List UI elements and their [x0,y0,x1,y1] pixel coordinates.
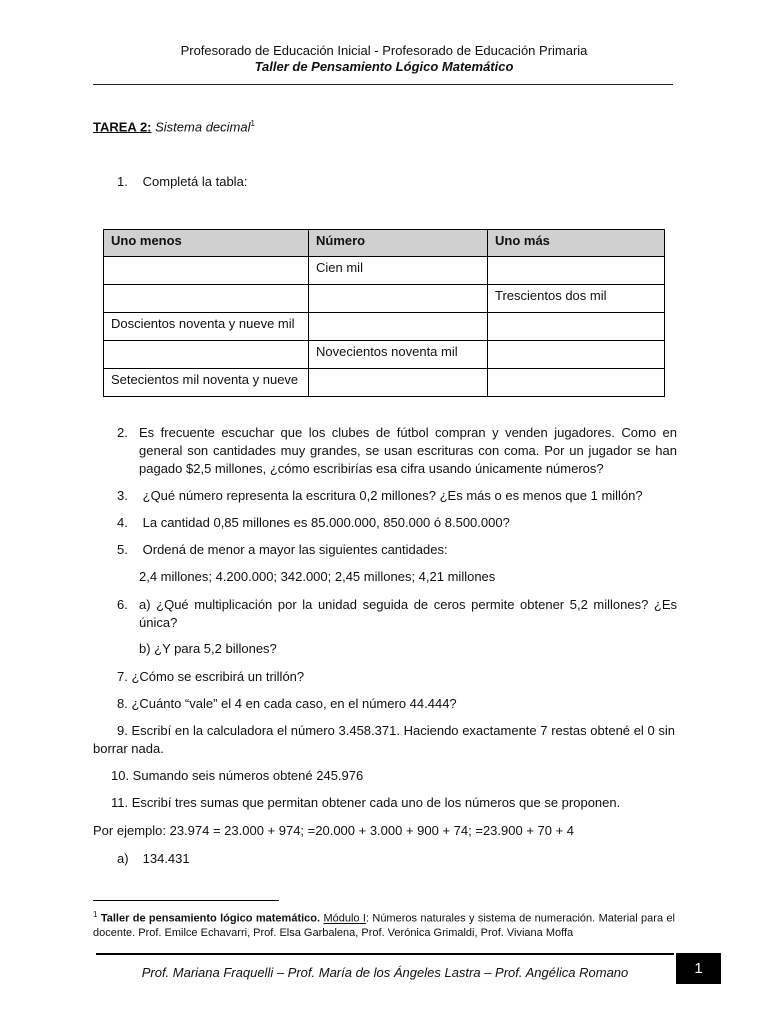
table-cell: Setecientos mil noventa y nueve [104,369,309,397]
column-header: Uno más [488,230,665,257]
item-9: 9. Escribí en la calculadora el número 3.458.371. Haciendo exactamente 7 restas obtené el 0 sin borrar nada. [93,723,675,756]
item-5-text: Ordená de menor a mayor las siguientes cantidades: [142,542,448,557]
item-a: a) 134.431 [117,851,190,866]
table-cell [488,341,665,369]
task-title [93,119,255,134]
page-number: 1 [676,953,721,984]
table-row [104,341,665,369]
table-row [104,257,665,285]
column-header: Número [309,230,488,257]
footer-authors: Prof. Mariana Fraquelli – Prof. María de los Ángeles Lastra – Prof. Angélica Romano [141,965,629,980]
table-cell [104,285,309,313]
table-header-row [104,230,665,257]
footnote-ref: 1 [250,119,255,128]
item-4-text: La cantidad 0,85 millones es 85.000.000, 850.000 ó 8.500.000? [142,515,510,530]
item-8: 8. ¿Cuánto “vale” el 4 en cada caso, en el número 44.444? [117,696,457,711]
table-cell [309,313,488,341]
item-a-text: 134.431 [142,851,190,866]
numbers-table [103,229,665,397]
footer-divider [96,953,674,955]
table-row [104,369,665,397]
table-cell [488,257,665,285]
footnote-divider [93,900,279,901]
table-cell [104,257,309,285]
item-3-text: ¿Qué número representa la escritura 0,2 millones? ¿Es más o es menos que 1 millón? [142,488,643,503]
item-5-list: 2,4 millones; 4.200.000; 342.000; 2,45 millones; 4,21 millones [139,569,496,584]
column-header: Uno menos [104,230,309,257]
item-6: 6. a) ¿Qué multiplicación por la unidad seguida de ceros permite obtener 5,2 millones? ¿Es única? [117,597,677,630]
table-row [104,285,665,313]
item-4: 4. La cantidad 0,85 millones es 85.000.000, 850.000 ó 8.500.000? [117,515,510,530]
item-1: 1. Completá la tabla: [117,174,248,189]
table-cell [104,341,309,369]
table-row [104,313,665,341]
table-cell: Novecientos noventa mil [309,341,488,369]
item-1-text: Completá la tabla: [142,174,248,189]
table-cell: Trescientos dos mil [488,285,665,313]
header-divider [93,84,673,85]
example: Por ejemplo: 23.974 = 23.000 + 974; =20.000 + 3.000 + 900 + 74; =23.900 + 70 + 4 [93,823,575,838]
item-3: 3. ¿Qué número representa la escritura 0,2 millones? ¿Es más o es menos que 1 millón? [117,488,643,503]
header-institution: Profesorado de Educación Inicial - Profesorado de Educación Primaria [180,43,588,58]
task-topic: Sistema decimal [155,119,251,135]
table-cell: Cien mil [309,257,488,285]
item-10: 10. Sumando seis números obtené 245.976 [111,768,364,783]
item-2-text: Es frecuente escuchar que los clubes de fútbol compran y venden jugadores. Como en general son cantidades muy grandes, se usan escrituras con coma. Por un jugador se han pagado $2,5 millones, ¿cómo escribirías esa cifra usando únicamente números? [139,425,677,476]
table-cell [309,285,488,313]
item-5: 5. Ordená de menor a mayor las siguientes cantidades: [117,542,448,557]
table-cell [309,369,488,397]
table-cell [488,313,665,341]
task-label: TAREA 2: [93,119,152,135]
item-6-text: a) ¿Qué multiplicación por la unidad seguida de ceros permite obtener 5,2 millones? ¿Es única? [139,597,677,630]
item-2: 2. Es frecuente escuchar que los clubes de fútbol compran y venden jugadores. Como en general son cantidades muy grandes, se usan escrituras con coma. Por un jugador se han pagado $2,5 millones, ¿cómo escribirías esa cifra usando únicamente números? [117,425,677,476]
footnote: $^1$ Taller de pensamiento lógico matemático. Módulo I: Números naturales y sistema de numeración. Material para el docente. Prof. Emilce Echavarri, Prof. Elsa Garbalena, Prof. Verónica Grimaldi, Prof. Viviana Moffa [93,910,675,939]
header-course-title: Taller de Pensamiento Lógico Matemático [254,59,514,74]
table-cell: Doscientos noventa y nueve mil [104,313,309,341]
item-7: 7. ¿Cómo se escribirá un trillón? [117,669,305,684]
table-cell [488,369,665,397]
item-6b: b) ¿Y para 5,2 billones? [139,641,277,656]
item-11: 11. Escribí tres sumas que permitan obtener cada uno de los números que se proponen. [111,795,621,810]
